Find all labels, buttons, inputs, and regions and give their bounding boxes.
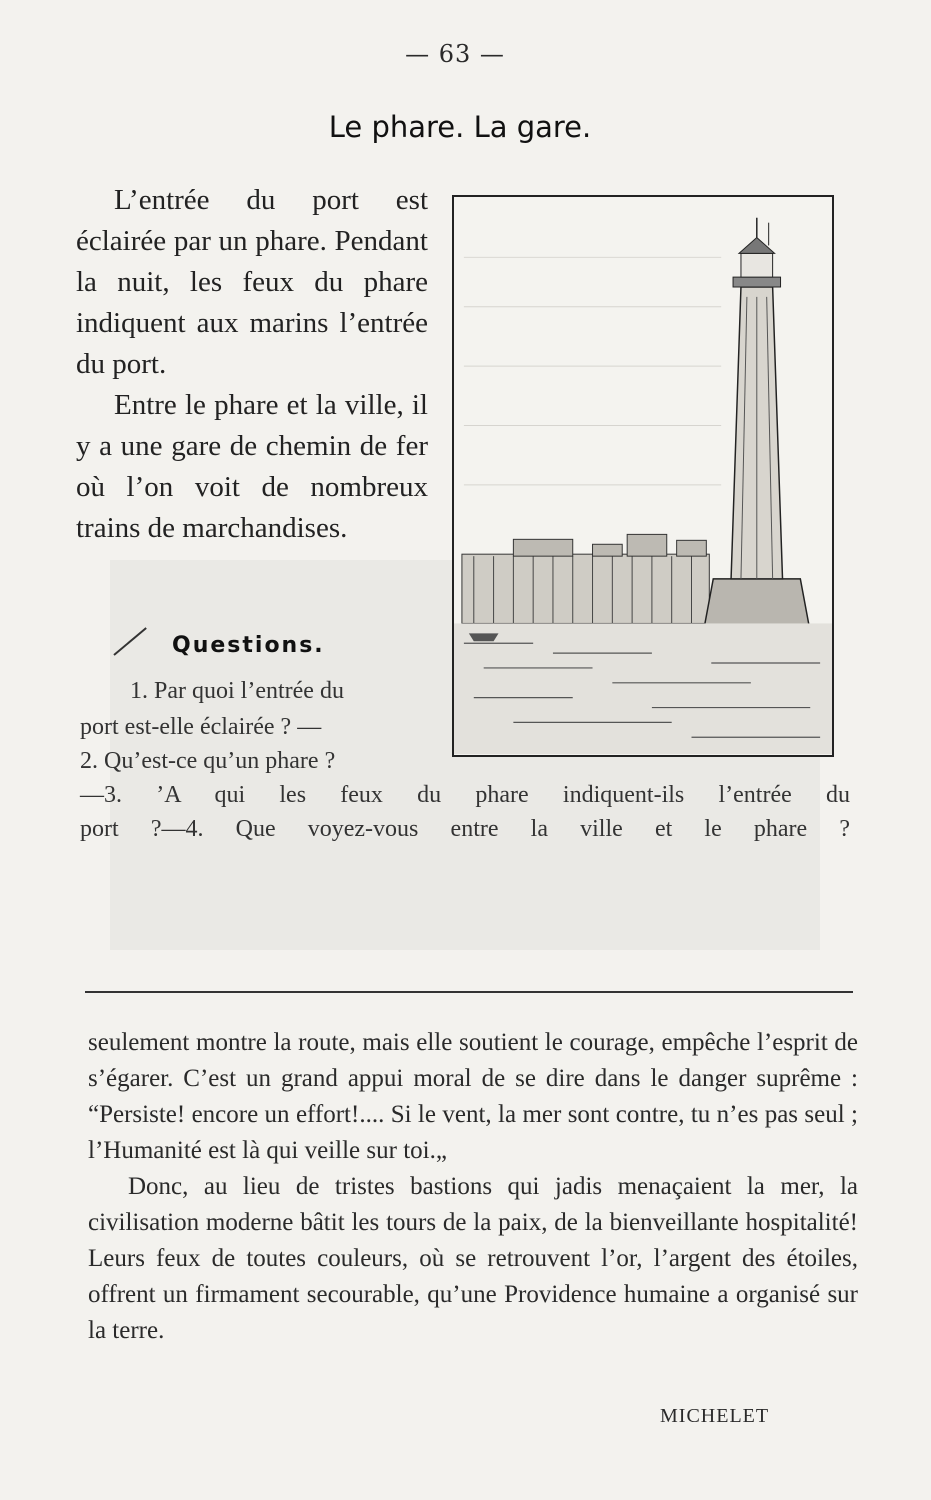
excerpt-paragraph: seulement montre la route, mais elle soutient le courage, empêche l’esprit de s’égarer. C’est un grand appui moral de se dire dans le danger suprême : “Persiste! encore un effort!.... Si le vent, la mer sont contre, tu n’es pas seul ; l’Humanité est là qui veille sur toi.„ xyxy=(88,1029,858,1164)
excerpt-paragraph: Donc, au lieu de tristes bastions qui jadis menaçaient la mer, la civilisation moderne bâtit les tours de la paix, de la bienveillante hospitalité! Leurs feux de toutes couleurs, où se retrouvent l’or, l’argent des étoiles, offrent un firmament secourable, qu’une Providence humaine a organisé sur la terre. xyxy=(88,1173,858,1344)
lesson-paragraph: L’entrée du port est éclairée par un phare. Pendant la nuit, les feux du phare indiquent aux marins l’entrée du port. xyxy=(76,184,428,380)
question-line: port est-elle éclairée ? — xyxy=(80,714,322,740)
questions-heading: Questions. xyxy=(172,633,325,658)
lesson-paragraph: Entre le phare et la ville, il y a une gare de chemin de fer où l’on voit de nombreux trains de marchandises. xyxy=(76,389,428,544)
question-line: 1. Par quoi l’entrée du xyxy=(130,678,344,704)
page-number: — 63 — xyxy=(405,40,505,68)
question-line: —3. ’A qui les feux du phare indiquent-ils l’entrée du xyxy=(80,782,850,808)
lesson-text xyxy=(76,180,428,549)
question-line: 2. Qu’est-ce qu’un phare ? xyxy=(80,748,336,774)
question-line: port ?—4. Que voyez-vous entre la ville et le phare ? xyxy=(80,816,850,842)
excerpt-text xyxy=(88,1025,858,1349)
lighthouse-illustration xyxy=(452,195,834,757)
lesson-title: Le phare. La gare. xyxy=(328,110,592,144)
author-signature: MICHELET xyxy=(660,1405,770,1427)
horizontal-rule xyxy=(85,991,853,993)
